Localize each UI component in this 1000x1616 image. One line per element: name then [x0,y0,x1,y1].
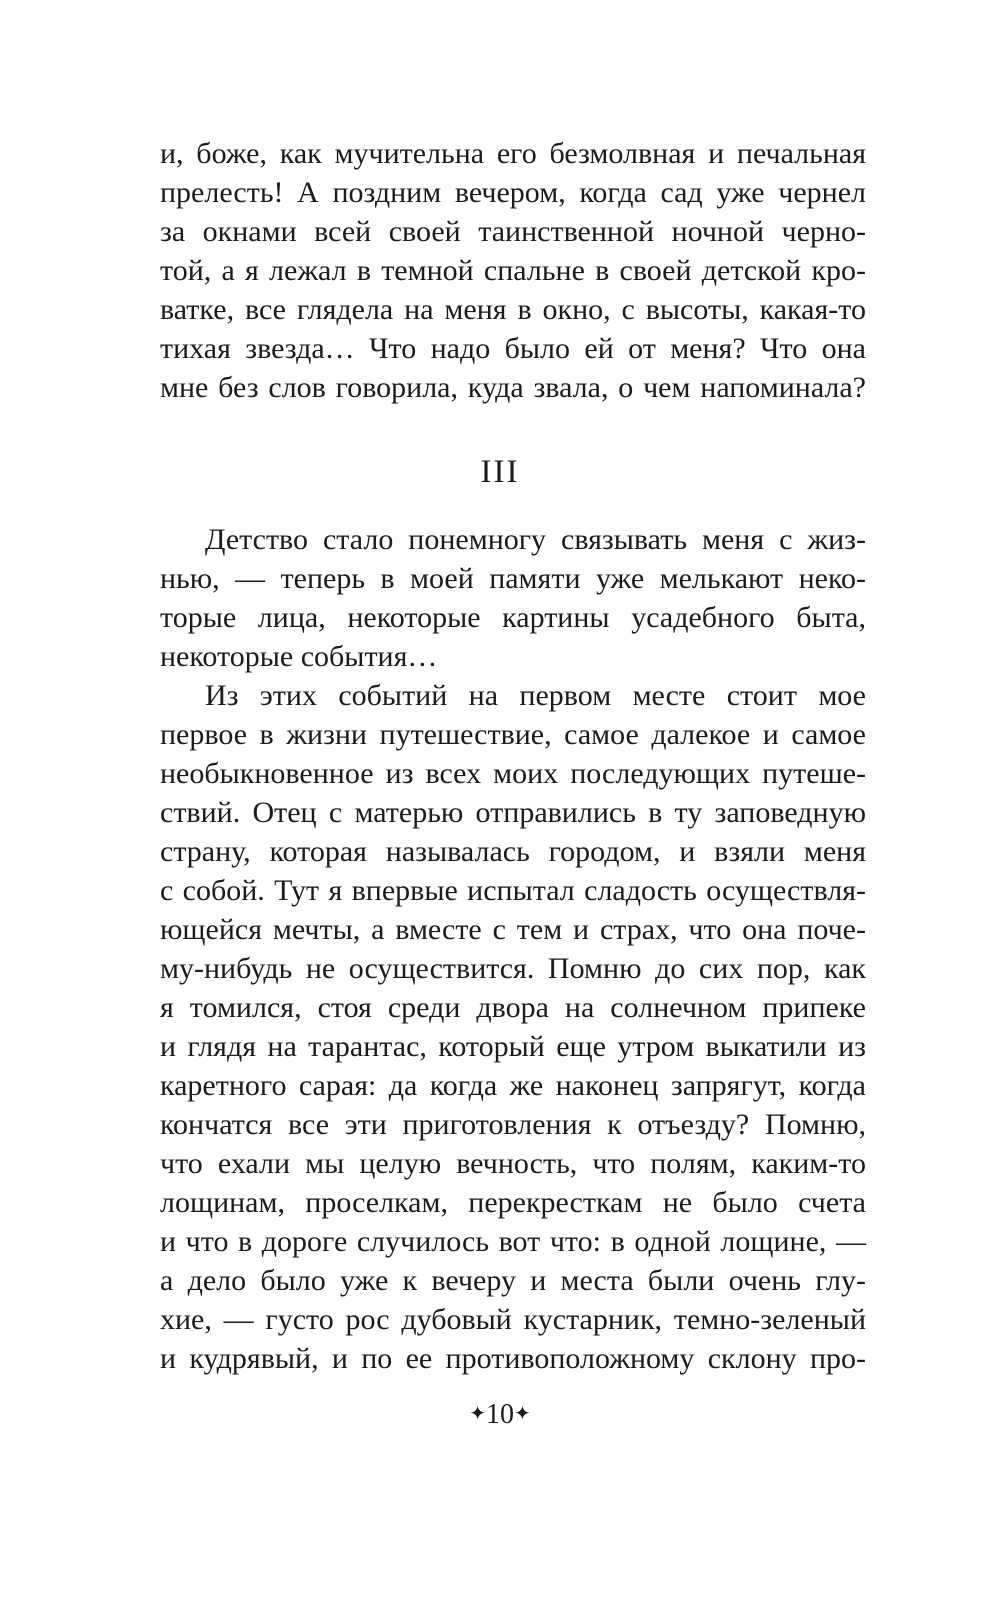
text-line: хие, — густо рос дубовый кустарник, темно-зеленый [160,1303,866,1336]
text-line: кончатся все эти приготовления к отъезду? Помню, [160,1108,866,1141]
text-line: а дело было уже к вечеру и места были очень глу- [160,1264,866,1297]
text-line: что ехали мы целую вечность, что полям, каким-то [160,1147,866,1180]
text-line: с собой. Тут я впервые испытал сладость осуществля- [160,874,866,907]
text-line: страну, которая называлась городом, и взяли меня [160,835,866,868]
paragraph-2 [160,676,866,1378]
text-line: некоторые события… [160,640,438,673]
text-line: той, а я лежал в темной спальне в своей детской кро- [160,254,866,287]
text-line: торые лица, некоторые картины усадебного быта, [160,601,866,634]
page-number: 10 [486,1399,514,1430]
text-line: тихая звезда… Что надо было ей от меня? Что она [160,332,866,365]
paragraph-top [160,134,866,407]
text-line: и что в дороге случилось вот что: в одной лощине, — [160,1225,866,1258]
text-line: Из этих событий на первом месте стоит мое [205,679,866,712]
text-line: нью, — теперь в моей памяти уже мелькают неко- [160,562,866,595]
text-line: Детство стало понемногу связывать меня с жиз- [205,523,866,556]
text-line: прелесть! А поздним вечером, когда сад уже чернел [160,176,866,209]
chapter-body [160,520,866,1378]
text-line: каретного сарая: да когда же наконец запрягут, когда [160,1069,866,1102]
text-line: я томился, стоя среди двора на солнечном припеке [160,991,866,1024]
star-ornament-icon: ✦ [514,1403,531,1425]
chapter-heading: III [480,454,520,490]
text-line: мне без слов говорила, куда звала, о чем напоминала? [160,371,866,404]
text-line: му-нибудь не осуществится. Помню до сих пор, как [160,952,866,985]
paragraph-1 [160,520,866,676]
text-line: за окнами всей своей таинственной ночной черно- [160,215,866,248]
page-footer [0,1397,1000,1432]
text-line: ствий. Отец с матерью отправились в ту заповедную [160,796,866,829]
text-line: и кудрявый, и по ее противоположному склону про- [160,1342,866,1375]
text-line: лощинам, проселкам, перекресткам не было счета [160,1186,866,1219]
text-line: первое в жизни путешествие, самое далекое и самое [160,718,866,751]
text-line: и глядя на тарантас, который еще утром выкатили из [160,1030,866,1063]
text-line: ватке, все глядела на меня в окно, с высоты, какая-то [160,293,866,326]
star-ornament-icon: ✦ [469,1403,486,1425]
text-line: необыкновенное из всех моих последующих путеше- [160,757,866,790]
text-line: и, боже, как мучительна его безмолвная и печальная [160,137,866,170]
text-line: ющейся мечты, а вместе с тем и страх, что она поче- [160,913,866,946]
